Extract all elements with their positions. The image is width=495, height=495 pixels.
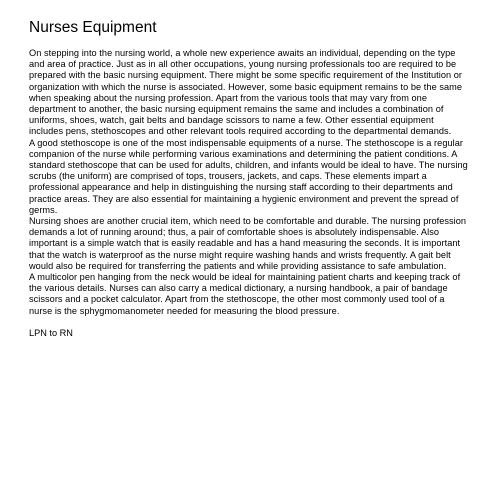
page-title: Nurses Equipment bbox=[29, 19, 157, 36]
article-body bbox=[29, 48, 468, 317]
paragraph: On stepping into the nursing world, a whole new experience awaits an individual, depending on the type and area of practice. Just as in all other occupations, young nursing professionals too are required to be prepared with the basic nursing equipment. There might be some specific requirement of the Institution or organization with which the nurse is associated. However, some basic equipment remains to be the same when speaking about the nursing profession. Apart from the various tools that may vary from one department to another, the basic nursing equipment remains the same and includes a combination of uniforms, shoes, watch, gait belts and bandage scissors to name a few. Other essential equipment includes pens, stethoscopes and other relevant tools required according to the departmental demands. bbox=[29, 48, 463, 137]
paragraph: A multicolor pen hanging from the neck would be ideal for maintaining patient charts and keeping track of the various details. Nurses can also carry a medical dictionary, a nursing handbook, a pair of bandage scissors and a pocket calculator. Apart from the stethoscope, the other most commonly used tool of a nurse is the sphygmomanometer needed for measuring the blood pressure. bbox=[29, 272, 461, 316]
paragraph: A good stethoscope is one of the most indispensable equipments of a nurse. The stethoscope is a regular companion of the nurse while performing various examinations and determining the patient conditions. A standard stethoscope that can be used for adults, children, and infants would be ideal to have. The nursing scrubs (the uniform) are comprised of tops, trousers, jackets, and caps. These elements impart a professional appearance and help in distinguishing the nursing staff according to their departments and practice areas. They are also essential for maintaining a hygienic environment and prevent the spread of germs. bbox=[29, 137, 468, 215]
footer-text: LPN to RN bbox=[29, 327, 73, 338]
paragraph: Nursing shoes are another crucial item, which need to be comfortable and durable. The nursing profession demands a lot of running around; thus, a pair of comfortable shoes is absolutely indispensable. Also important is a simple watch that is easily readable and has a hand measuring the seconds. It is important that the watch is waterproof as the nurse might require washing hands and wrists frequently. A gait belt would also be required for transferring the patients and while providing assistance to safe ambulation. bbox=[29, 216, 467, 271]
